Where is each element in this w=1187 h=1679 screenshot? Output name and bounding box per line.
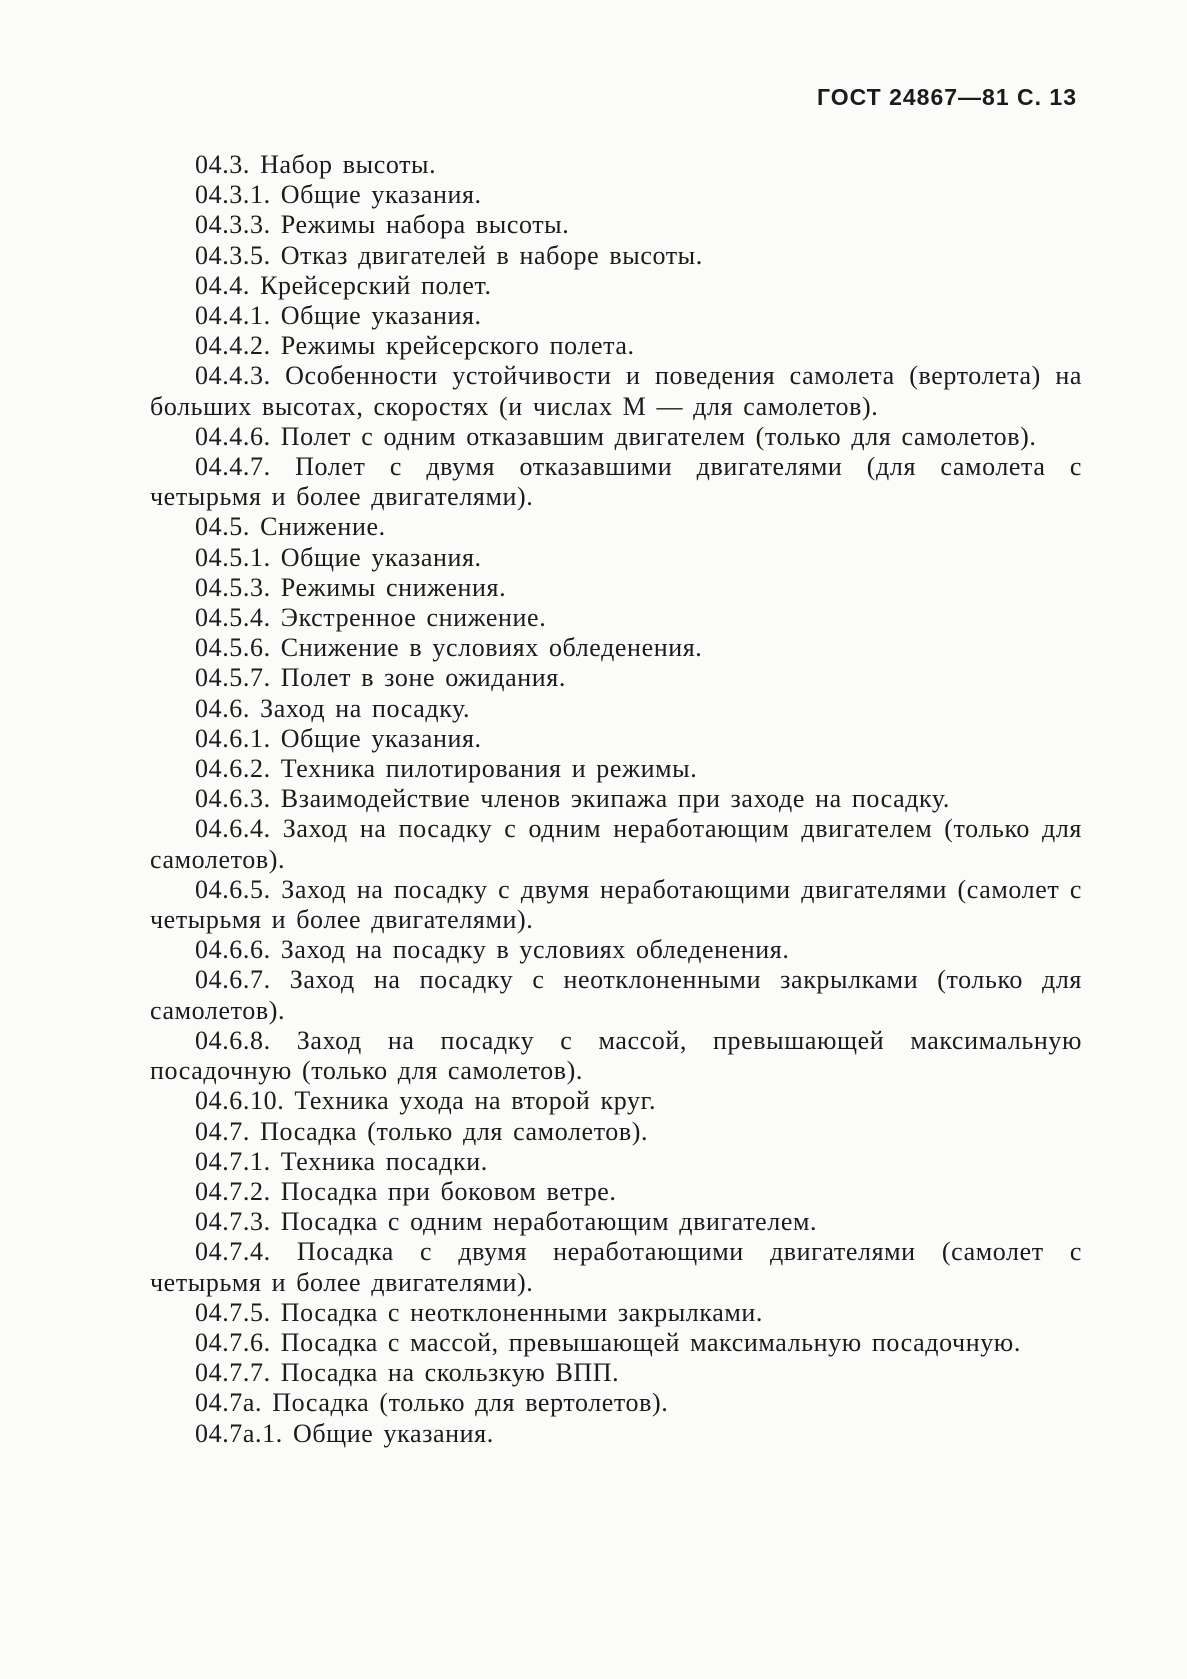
contents-entry: 04.6.10. Техника ухода на второй круг.: [195, 1086, 657, 1116]
contents-entry: 04.7а. Посадка (только для вертолетов).: [195, 1388, 669, 1418]
contents-entry: 04.5.4. Экстренное снижение.: [195, 603, 547, 633]
contents-entry: 04.4.6. Полет с одним отказавшим двигателем (только для самолетов).: [195, 421, 1037, 451]
contents-entry: 04.6.8. Заход на посадку с массой, превышающей максимальную посадочную (только для самолетов).: [150, 1025, 1082, 1086]
contents-entry: 04.7.7. Посадка на скользкую ВПП.: [195, 1358, 620, 1388]
contents-entry: 04.5. Снижение.: [195, 512, 386, 542]
contents-entry: 04.4.1. Общие указания.: [195, 301, 482, 331]
contents-entry: 04.4.7. Полет с двумя отказавшими двигателями (для самолета с четырьмя и более двигателями).: [150, 452, 1082, 512]
contents-entry: 04.5.6. Снижение в условиях обледенения.: [195, 633, 703, 663]
contents-entry: 04.5.3. Режимы снижения.: [195, 572, 507, 602]
contents-entry: 04.4.3. Особенности устойчивости и поведения самолета (вертолета) на больших высотах, скоростях (и числах М — для самолетов).: [150, 361, 1082, 421]
contents-list: [150, 150, 1082, 1449]
contents-entry: 04.6.7. Заход на посадку с неотклонeнными закрылками (только для самолетов).: [150, 965, 1082, 1025]
contents-entry: 04.7. Посадка (только для самолетов).: [195, 1116, 649, 1146]
contents-entry: 04.3.3. Режимы набора высоты.: [195, 210, 570, 240]
contents-entry: 04.7.5. Посадка с неотклоненными закрылками.: [195, 1297, 763, 1327]
contents-entry: 04.5.7. Полет в зоне ожидания.: [195, 663, 566, 693]
page-header: ГОСТ 24867—81 С. 13: [816, 84, 1077, 110]
contents-entry: 04.4. Крейсерский полет.: [195, 270, 492, 300]
contents-entry: 04.4.2. Режимы крейсерского полета.: [195, 331, 635, 361]
contents-entry: 04.6.2. Техника пилотирования и режимы.: [195, 754, 698, 784]
contents-entry: 04.7.6. Посадка с массой, превышающей максимальную посадочную.: [195, 1327, 1021, 1357]
contents-entry: 04.3. Набор высоты.: [195, 150, 437, 179]
contents-entry: 04.7.4. Посадка с двумя неработающими двигателями (самолет с четырьмя и более двигателями).: [150, 1237, 1082, 1297]
contents-entry: 04.3.5. Отказ двигателей в наборе высоты.: [195, 240, 703, 270]
contents-entry: 04.5.1. Общие указания.: [195, 542, 482, 572]
contents-entry: 04.6.4. Заход на посадку с одним неработающим двигателем (только для самолетов).: [150, 814, 1082, 874]
contents-entry: 04.7а.1. Общие указания.: [195, 1418, 494, 1448]
contents-entry: 04.6.5. Заход на посадку с двумя неработающими двигателями (самолет с четырьмя и более двигателями).: [150, 874, 1082, 935]
contents-entry: 04.7.3. Посадка с одним неработающим двигателем.: [195, 1207, 818, 1237]
contents-entry: 04.7.2. Посадка при боковом ветре.: [195, 1176, 617, 1206]
contents-entry: 04.7.1. Техника посадки.: [195, 1146, 488, 1176]
contents-entry: 04.6.3. Взаимодействие членов экипажа при заходе на посадку.: [195, 784, 951, 814]
contents-entry: 04.6. Заход на посадку.: [195, 693, 471, 723]
contents-entry: 04.6.6. Заход на посадку в условиях обледенения.: [195, 935, 790, 965]
contents-entry: 04.3.1. Общие указания.: [195, 180, 482, 210]
contents-entry: 04.6.1. Общие указания.: [195, 723, 482, 753]
